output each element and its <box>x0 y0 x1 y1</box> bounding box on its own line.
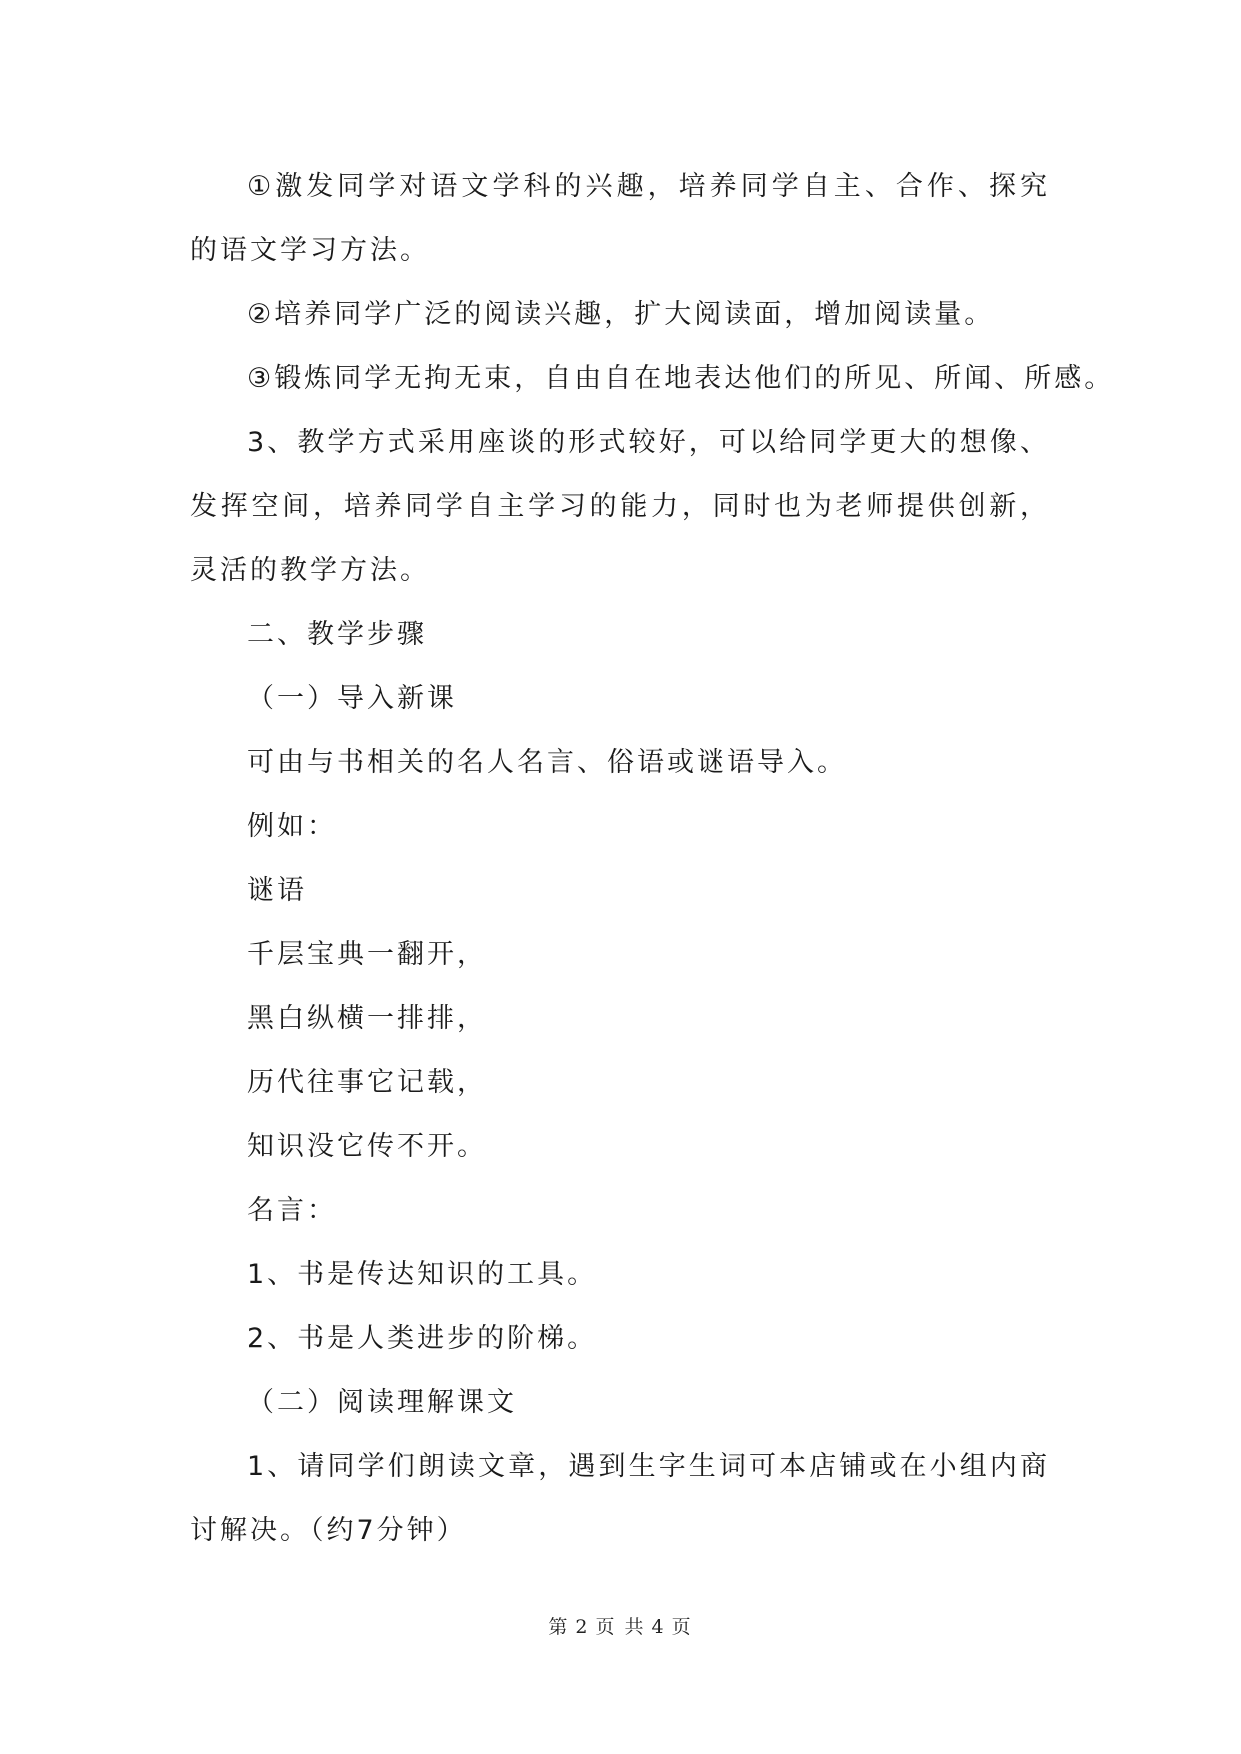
paragraph-goal-2: ②培养同学广泛的阅读兴趣，扩大阅读面，增加阅读量。 <box>247 299 995 330</box>
footer-suffix: 页 <box>671 1616 693 1638</box>
page-body <box>190 155 1115 1563</box>
section-heading-teaching-steps: 二、教学步骤 <box>247 619 427 650</box>
label-quotes: 名言： <box>247 1195 337 1226</box>
paragraph-goal-1: ①激发同学对语文学科的兴趣，培养同学自主、合作、探究的语文学习方法。 <box>190 171 1050 266</box>
footer-prefix: 第 <box>548 1616 570 1638</box>
quote-item: 2、书是人类进步的阶梯。 <box>247 1323 598 1354</box>
label-example: 例如： <box>247 811 337 842</box>
step-heading-intro: （一）导入新课 <box>247 683 457 714</box>
riddle-line: 历代往事它记载， <box>247 1067 487 1098</box>
riddle-line: 千层宝典一翻开， <box>247 939 487 970</box>
footer-total-pages: 4 <box>651 1616 666 1638</box>
label-riddle: 谜语 <box>247 875 307 906</box>
paragraph-intro-desc: 可由与书相关的名人名言、俗语或谜语导入。 <box>247 747 847 778</box>
riddle-line: 黑白纵横一排排， <box>247 1003 487 1034</box>
riddle-line: 知识没它传不开。 <box>247 1131 487 1162</box>
paragraph-method-3: 3、教学方式采用座谈的形式较好，可以给同学更大的想像、发挥空间，培养同学自主学习的能力，同时也为老师提供创新，灵活的教学方法。 <box>190 427 1050 586</box>
footer-current-page: 2 <box>575 1616 590 1638</box>
quote-item: 1、书是传达知识的工具。 <box>247 1259 598 1290</box>
footer-middle: 页 共 <box>595 1616 646 1638</box>
paragraph-goal-3: ③锻炼同学无拘无束，自由自在地表达他们的所见、所闻、所感。 <box>247 363 1115 394</box>
step-heading-reading: （二）阅读理解课文 <box>247 1387 517 1418</box>
paragraph-reading-item-1: 1、请同学们朗读文章，遇到生字生词可本店铺或在小组内商讨解决。（约7分钟） <box>190 1451 1050 1546</box>
page-footer <box>0 1612 1241 1639</box>
